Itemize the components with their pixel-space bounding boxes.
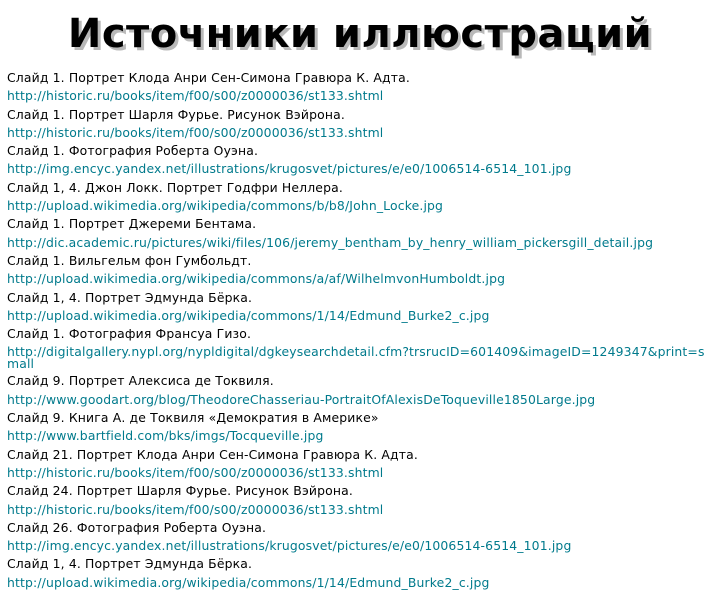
source-link[interactable]: http://historic.ru/books/item/f00/s00/z0000036/st133.shtml: [7, 88, 384, 104]
list-item: [7, 289, 715, 326]
source-link[interactable]: http://digitalgallery.nypl.org/nypldigital/dgkeysearchdetail.cfm?trsrucID=601409&imageID=1249347&print=small: [7, 344, 705, 372]
source-link[interactable]: http://upload.wikimedia.org/wikipedia/commons/b/b8/John_Locke.jpg: [7, 198, 444, 214]
list-item: [7, 252, 715, 289]
source-link[interactable]: http://historic.ru/books/item/f00/s00/z0000036/st133.shtml: [7, 464, 384, 480]
source-caption: Слайд 1, 4. Джон Локк. Портрет Годфри Неллера.: [7, 179, 343, 195]
list-item: [7, 106, 715, 143]
source-link[interactable]: http://www.goodart.org/blog/TheodoreChasseriau-PortraitOfAlexisDeToqueville1850Large.jpg: [7, 391, 596, 407]
source-link[interactable]: http://img.encyc.yandex.net/illustrations/krugosvet/pictures/e/e0/1006514-6514_101.jpg: [7, 538, 572, 554]
list-item: [7, 555, 715, 592]
source-caption: Слайд 1. Вильгельм фон Гумбольдт.: [7, 252, 252, 268]
source-caption: Слайд 21. Портрет Клода Анри Сен-Симона Гравюра К. Адта.: [7, 446, 418, 462]
list-item: [7, 142, 715, 179]
list-item: [7, 519, 715, 556]
source-caption: Слайд 1. Портрет Клода Анри Сен-Симона Гравюра К. Адта.: [7, 70, 410, 85]
list-item: [7, 372, 715, 409]
source-link[interactable]: http://upload.wikimedia.org/wikipedia/commons/a/af/WilhelmvonHumboldt.jpg: [7, 271, 506, 287]
source-link[interactable]: http://upload.wikimedia.org/wikipedia/commons/1/14/Edmund_Burke2_c.jpg: [7, 574, 490, 590]
list-item: [7, 69, 715, 106]
list-item: [7, 179, 715, 216]
list-item: [7, 325, 715, 372]
source-caption: Слайд 1. Фотография Франсуа Гизо.: [7, 326, 252, 342]
source-caption: Слайд 9. Портрет Алексиса де Токвиля.: [7, 373, 274, 389]
source-caption: Слайд 1. Фотография Роберта Оуэна.: [7, 143, 259, 159]
list-item: [7, 482, 715, 519]
list-item: [7, 215, 715, 252]
source-link[interactable]: http://img.encyc.yandex.net/illustrations/krugosvet/pictures/e/e0/1006514-6514_101.jpg: [7, 161, 572, 177]
source-link[interactable]: http://historic.ru/books/item/f00/s00/z0000036/st133.shtml: [7, 501, 384, 517]
source-link[interactable]: http://www.bartfield.com/bks/imgs/Tocqueville.jpg: [7, 428, 324, 444]
source-caption: Слайд 1. Портрет Джереми Бентама.: [7, 216, 257, 232]
title-container: [0, 10, 720, 58]
sources-list: [7, 69, 715, 592]
page-title: Источники иллюстраций: [67, 11, 653, 57]
source-caption: Слайд 24. Портрет Шарля Фурье. Рисунок Вэйрона.: [7, 483, 353, 499]
source-link[interactable]: http://historic.ru/books/item/f00/s00/z0000036/st133.shtml: [7, 124, 384, 140]
list-item: [7, 409, 715, 446]
source-caption: Слайд 26. Фотография Роберта Оуэна.: [7, 519, 267, 535]
source-caption: Слайд 9. Книга А. де Токвиля «Демократия в Америке»: [7, 410, 379, 426]
list-item: [7, 446, 715, 483]
source-caption: Слайд 1, 4. Портрет Эдмунда Бёрка.: [7, 289, 253, 305]
source-link[interactable]: http://upload.wikimedia.org/wikipedia/commons/1/14/Edmund_Burke2_c.jpg: [7, 307, 490, 323]
source-caption: Слайд 1, 4. Портрет Эдмунда Бёрка.: [7, 556, 253, 572]
source-link[interactable]: http://dic.academic.ru/pictures/wiki/files/106/jeremy_bentham_by_henry_william_pickersgill_detail.jpg: [7, 234, 654, 250]
source-caption: Слайд 1. Портрет Шарля Фурье. Рисунок Вэйрона.: [7, 106, 345, 122]
